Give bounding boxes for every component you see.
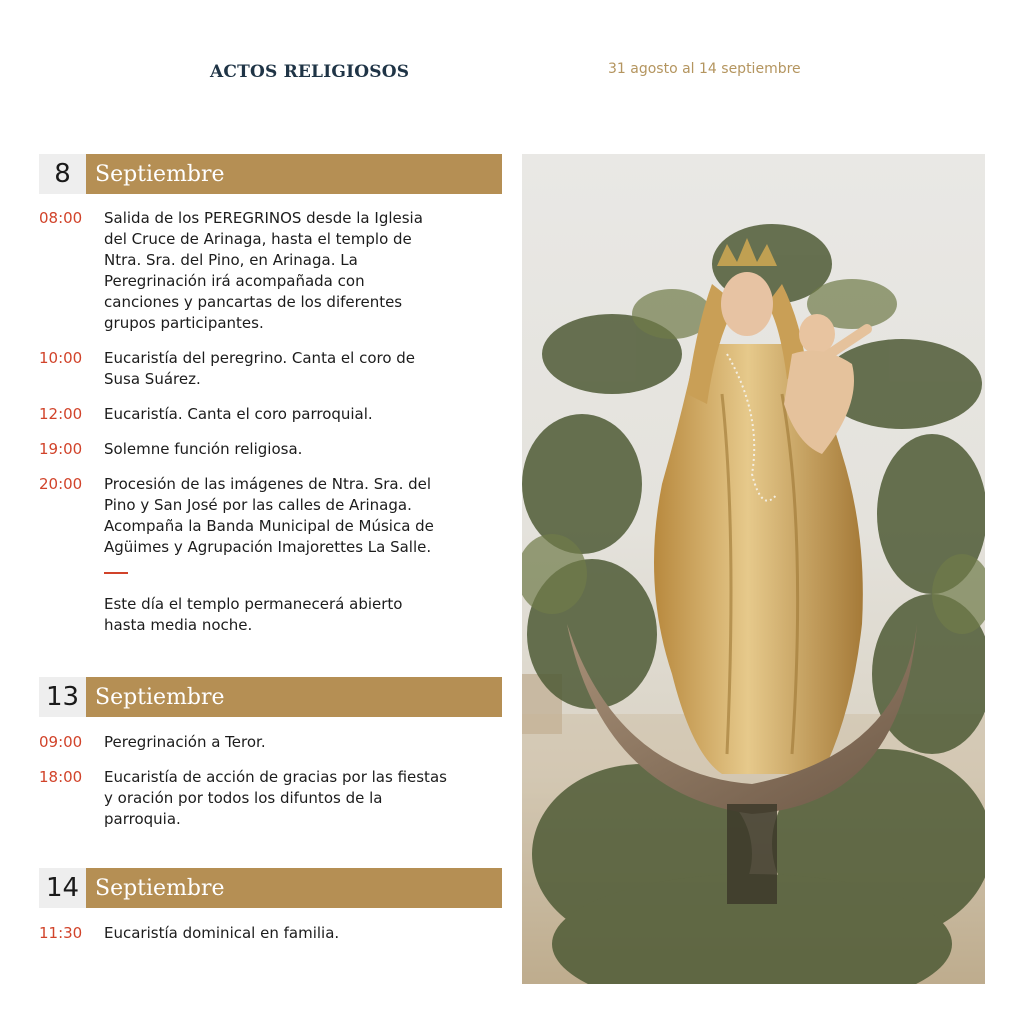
event-time: 18:00 — [39, 768, 83, 786]
event-description: Procesión de las imágenes de Ntra. Sra. del Pino y San José por las calles de Arinaga. Acompaña la Banda Municipal de Música de Agüimes y Agrupación Imajorettes La Salle. — [104, 475, 434, 556]
day-number: 8 — [39, 154, 86, 194]
day-number: 14 — [39, 868, 86, 908]
event-item — [39, 923, 469, 944]
event-description: Eucaristía del peregrino. Canta el coro de Susa Suárez. — [104, 349, 416, 388]
page-title: ACTOS RELIGIOSOS — [210, 62, 410, 82]
event-description: Eucaristía dominical en familia. — [104, 924, 340, 942]
day-header-14 — [39, 868, 502, 908]
event-description: Peregrinación a Teror. — [104, 733, 266, 751]
event-description: Eucaristía de acción de gracias por las fiestas y oración por todos los difuntos de la parroquia. — [104, 768, 447, 828]
day-13-events — [39, 732, 469, 844]
day-note: Este día el templo permanecerá abierto hasta media noche. — [104, 595, 403, 634]
divider-dash — [104, 572, 128, 574]
event-time: 19:00 — [39, 440, 83, 458]
statue-illustration — [522, 154, 985, 984]
day-header-13 — [39, 677, 502, 717]
day-14-events — [39, 923, 469, 958]
event-time: 20:00 — [39, 475, 83, 493]
virgin-statue-photo — [522, 154, 985, 984]
event-time: 12:00 — [39, 405, 83, 423]
event-description: Salida de los PEREGRINOS desde la Iglesia del Cruce de Arinaga, hasta el templo de Ntra. Sra. del Pino, en Arinaga. La Peregrinación irá acompañada con canciones y pancartas de los diferentes grupos participantes. — [104, 209, 423, 332]
event-item — [39, 208, 469, 334]
event-time: 09:00 — [39, 733, 83, 751]
event-item — [39, 767, 469, 830]
event-item — [39, 439, 469, 460]
day-header-8 — [39, 154, 502, 194]
event-item — [39, 404, 469, 425]
event-description: Eucaristía. Canta el coro parroquial. — [104, 405, 373, 423]
day-month: Septiembre — [86, 677, 502, 717]
event-item — [39, 348, 469, 390]
event-description: Solemne función religiosa. — [104, 440, 303, 458]
event-time: 10:00 — [39, 349, 83, 367]
event-item — [39, 732, 469, 753]
event-time: 11:30 — [39, 924, 83, 942]
date-range: 31 agosto al 14 septiembre — [608, 61, 801, 77]
day-8-events — [39, 208, 469, 636]
day-number: 13 — [39, 677, 86, 717]
day-month: Septiembre — [86, 868, 502, 908]
day-month: Septiembre — [86, 154, 502, 194]
event-item — [39, 474, 469, 558]
event-time: 08:00 — [39, 209, 83, 227]
